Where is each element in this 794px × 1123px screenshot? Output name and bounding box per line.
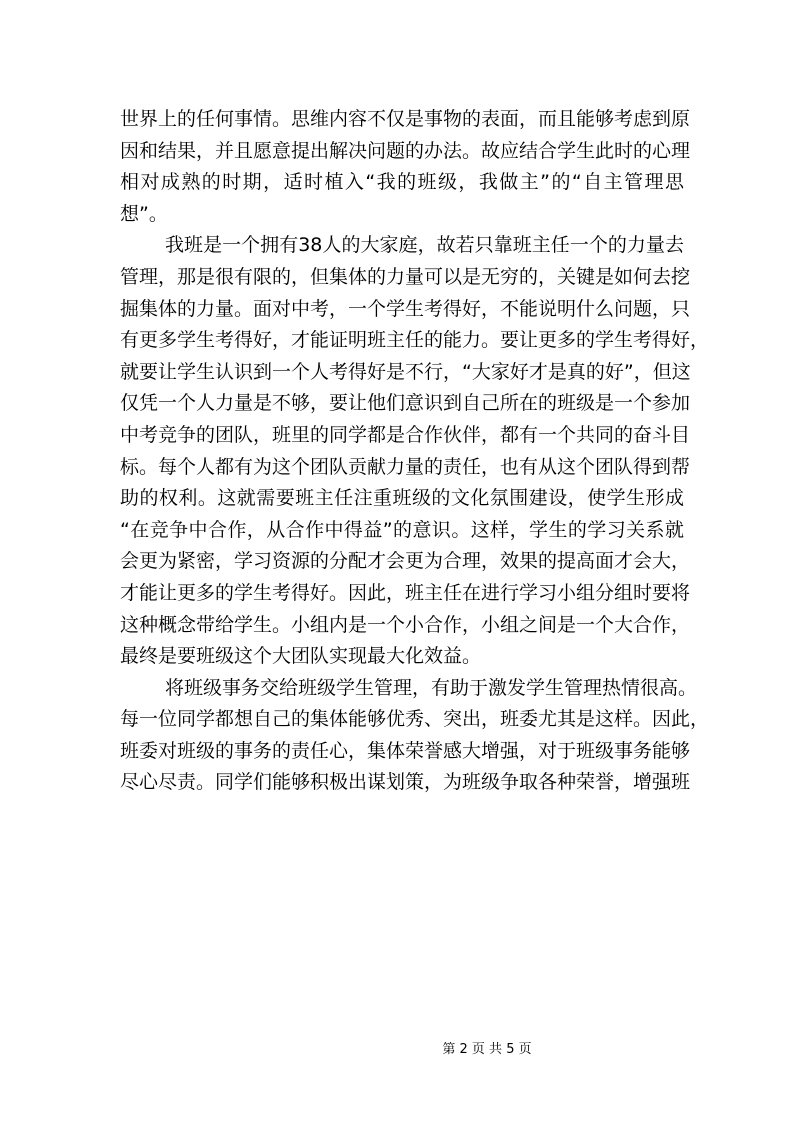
text-line: 有更多学生考得好，才能证明班主任的能力。要让更多的学生考得好， [120, 329, 710, 352]
text-line: 才能让更多的学生考得好。因此，班主任在进行学习小组分组时要将 [120, 581, 691, 604]
text-line: 仅凭一个人力量是不够，要让他们意识到自己所在的班级是一个参加 [120, 392, 691, 415]
text-line: 世界上的任何事情。思维内容不仅是事物的表面，而且能够考虑到原 [120, 108, 691, 130]
text-line: 尽心尽责。同学们能够积极出谋划策，为班级争取各种荣誉，增强班 [120, 771, 691, 794]
text-line: 想”。 [120, 202, 168, 225]
text-line: 相对成熟的时期，适时植入“我的班级，我做主”的“自主管理思 [120, 171, 684, 194]
text-line: 这种概念带给学生。小组内是一个小合作，小组之间是一个大合作， [120, 613, 691, 636]
text-line: 最终是要班级这个大团队实现最大化效益。 [120, 645, 482, 668]
paragraph-3 [120, 673, 710, 799]
paragraph-1 [120, 104, 691, 230]
text-line: 每一位同学都想自己的集体能够优秀、突出，班委尤其是这样。因此， [120, 708, 710, 731]
paragraph-2 [120, 230, 710, 672]
text-line: 掘集体的力量。面对中考，一个学生考得好，不能说明什么问题，只 [120, 297, 691, 320]
text-line: 班委对班级的事务的责任心，集体荣誉感大增强，对于班级事务能够 [120, 739, 691, 762]
text-line: 就要让学生认识到一个人考得好是不行，“大家好才是真的好”，但这 [120, 360, 691, 383]
text-line: 会更为紧密，学习资源的分配才会更为合理，效果的提高面才会大， [120, 550, 691, 573]
text-line: 标。每个人都有为这个团队贡献力量的责任，也有从这个团队得到帮 [120, 455, 691, 478]
text-line: 我班是一个拥有38人的大家庭，故若只靠班主任一个的力量去 [165, 234, 684, 257]
page-number: 第 2 页 共 5 页 [442, 1042, 532, 1057]
text-line: 将班级事务交给班级学生管理，有助于激发学生管理热情很高。 [165, 676, 698, 699]
text-line: 因和结果，并且愿意提出解决问题的办法。故应结合学生此时的心理 [120, 139, 691, 162]
text-line: 助的权利。这就需要班主任注重班级的文化氛围建设，使学生形成 [120, 487, 684, 510]
document-body [120, 104, 710, 799]
text-line: “在竞争中合作，从合作中得益”的意识。这样，学生的学习关系就 [120, 518, 684, 541]
text-line: 管理，那是很有限的，但集体的力量可以是无穷的，关键是如何去挖 [120, 265, 691, 288]
text-line: 中考竞争的团队，班里的同学都是合作伙伴，都有一个共同的奋斗目 [120, 423, 691, 446]
